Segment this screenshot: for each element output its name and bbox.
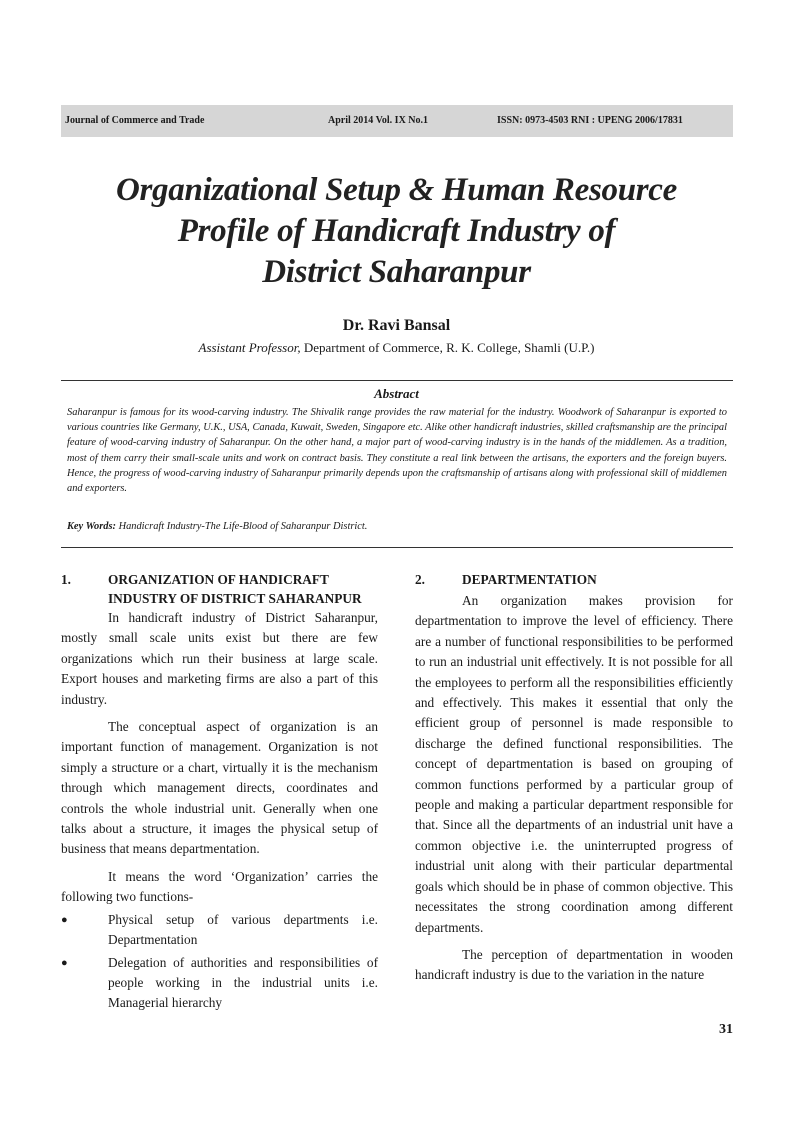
paragraph: An organization makes provision for departmentation to improve the level of efficiency. There are a number of functional responsibilities to be performed to run an industrial unit effectively. It is not possible for all the employees to perform all the responsibilities efficiently and effectively. This makes it essential that only the efficient group of personnel is made responsible to discharge the defined functional responsibilities. The concept of departmentation is based on grouping of common functions performed by a particular group of people and making a particular department responsible for that. Since all the departments of an industrial unit have a common objective i.e. the uninterrupted progress of industrial unit along with their particular departmental goals which should be in phase of common objective. This necessitates the strong coordination among different departments.: [415, 593, 733, 935]
bullet-item: [61, 953, 378, 1014]
issue-info: April 2014 Vol. IX No.1: [328, 115, 429, 126]
section-number: 2.: [415, 572, 425, 587]
bullet-item: [61, 910, 378, 951]
author-institution: Department of Commerce, R. K. College, Shamli (U.P.): [300, 340, 595, 355]
author-role: Assistant Professor,: [198, 340, 301, 355]
title-line: District Saharanpur: [262, 254, 531, 290]
right-column: [415, 570, 733, 986]
section-heading: [61, 570, 378, 608]
abstract-bottom-rule: [61, 547, 733, 548]
keywords-text: Handicraft Industry-The Life-Blood of Saharanpur District.: [115, 521, 368, 532]
paragraph: In handicraft industry of District Saharanpur, mostly small scale units exist but there are few organizations which run their business at large scale. Export houses and marketing firms are also a part of this industry.: [61, 610, 378, 707]
abstract-heading: Abstract: [374, 386, 419, 401]
title-line: Profile of Handicraft Industry of: [177, 213, 616, 249]
journal-name: Journal of Commerce and Trade: [65, 115, 205, 126]
bullet-text: Physical setup of various departments i.e. Departmentation: [108, 911, 378, 948]
section-title: DEPARTMENTATION: [462, 572, 597, 587]
title-line: Organizational Setup & Human Resource: [115, 172, 678, 208]
bullet-icon: ●: [61, 956, 68, 969]
abstract-top-rule: [61, 380, 733, 381]
keywords-label: Key Words:: [67, 521, 116, 532]
section-number: 1.: [61, 572, 71, 587]
running-header: [61, 105, 733, 137]
bullet-icon: ●: [61, 913, 68, 926]
paragraph: The perception of departmentation in wooden handicraft industry is due to the variation in the nature: [415, 946, 733, 983]
abstract-text: Saharanpur is famous for its wood-carving industry. The Shivalik range provides the raw material for the industry. Woodwork of Saharanpur is exported to various countries like Germany, U.K., USA, Canada, Kuwait, Sweden, Singapore etc. Alike other handicraft industries, skilled craftsmanship are the principal feature of wood-carving industry of Saharanpur. On the other hand, a major part of wood-carving industry is in the hands of the middlemen. As a tradition, most of them carry their small-scale units and work on contract basis. They constitute a real link between the artisans, the exporters and the foreign buyers. Hence, the progress of wood-carving industry of Saharanpur primarily depends upon the craftsmanship of artisans along with professional skill of middlemen and exporters.: [67, 407, 727, 495]
left-column: [61, 570, 378, 1014]
author-affiliation: [0, 340, 793, 356]
section-title: ORGANIZATION OF HANDICRAFT INDUSTRY OF DISTRICT SAHARANPUR: [108, 572, 362, 606]
page-number: 31: [719, 1022, 733, 1037]
paper-title: [40, 170, 753, 293]
keywords: [67, 521, 727, 532]
bullet-text: Delegation of authorities and responsibilities of people working in the industrial units i.e. Managerial hierarchy: [108, 954, 378, 1011]
paragraph: The conceptual aspect of organization is an important function of management. Organization is not simply a structure or a chart, virtually it is the mechanism through which management directs, coordinates and controls the whole industrial unit. Generally when one talks about a structure, it images the physical setup of business that means departmentation.: [61, 719, 378, 857]
author-name: Dr. Ravi Bansal: [342, 317, 451, 334]
paragraph: It means the word ‘Organization’ carries the following two functions-: [61, 868, 378, 905]
issn-info: ISSN: 0973-4503 RNI : UPENG 2006/17831: [497, 115, 683, 126]
section-heading: [415, 570, 733, 589]
